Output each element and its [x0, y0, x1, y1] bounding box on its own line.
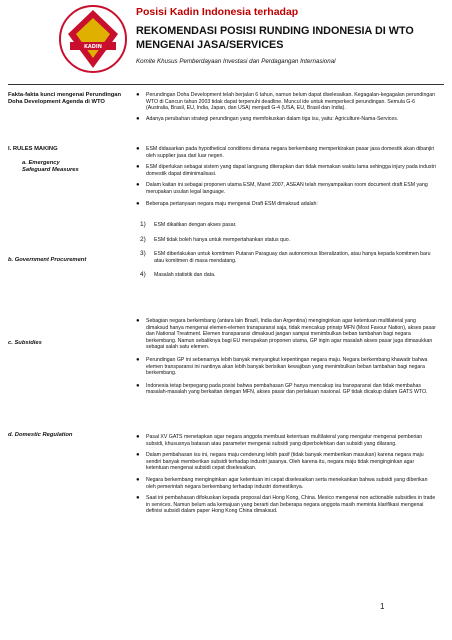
list-item: ● Saat ini pembahasan difokuskan kepada proposal dari Hong Kong, China. Mexico mengenai non actionable subsidies in trade in services. Namun belum ada kemajuan yang berarti dan beberapa negara anggota masih meminta klarifikasi mengenai definisi subsidi dalam paper Hong Kong China dimaksud. — [136, 495, 436, 515]
subtitle: Komite Khusus Pemberdayaan Investasi dan Perdagangan Internasional — [136, 58, 336, 65]
list-item: 4) Masalah statistik dan data. — [140, 271, 216, 279]
kadin-logo — [58, 4, 128, 74]
bullet-icon: ● — [136, 92, 140, 98]
page-number: 1 — [380, 602, 385, 611]
esm-list — [136, 146, 436, 212]
bullet-icon: ● — [136, 318, 140, 324]
questions-list — [140, 222, 440, 279]
list-item: ● Perundingan Doha Development telah berjalan 6 tahun, namun belum dapat diselesaikan. Kegagalan-kegagalan perundingan WTO di Cancun tahun 2003 tidak dapat terpenuhi deadline. Muncul ide untuk memperkecil perundingan. Semula G-6 (Australia, Brasil, EU, India, Japan, dan USA) menjadi G-4 (USA, EU, Brasil dan India). — [136, 92, 435, 112]
bullet-icon: ● — [136, 452, 140, 459]
rules-c-label: c. Subsidies — [8, 340, 42, 346]
list-item: ● Beberapa pertanyaan negara maju mengenai Draft ESM dimaksud adalah: — [136, 200, 318, 207]
bullet-icon: ● — [136, 476, 140, 483]
bullet-icon: ● — [136, 146, 140, 152]
subsidies-list — [136, 318, 436, 396]
list-item: ● Dalam kaitan ini sebagai proponen utama ESM, Maret 2007, ASEAN telah menyampaikan room document draft ESM yang merupakan usulan legal language. — [136, 182, 428, 195]
title-line-1: Posisi Kadin Indonesia terhadap — [136, 6, 299, 18]
list-item: ● ESM diperlukan sebagai sistem yang dapat langsung diterapkan dan tidak memakan waktu lama sehingga injury pada industri domestik dapat diminimalisasi. — [136, 164, 436, 177]
bullet-icon: ● — [136, 164, 140, 171]
rules-label: I. RULES MAKING — [8, 146, 58, 152]
list-item: 1) ESM dikaitkan dengan akses pasar. — [140, 221, 237, 228]
logo-text: KADIN — [84, 44, 102, 50]
list-item: 3) ESM diberlakukan untuk komitmen Putaran Paraguay dan autonomous liberalization, atau hanya kepada komitmen baru atau komitmen di masa mendatang. — [140, 250, 431, 264]
bullet-icon: ● — [136, 200, 140, 207]
list-item: ● Indonesia tetap berpegang pada posisi bahwa pembahasan GP hanya mencakup isu transparansi dan tidak membahas masalah-masalah yang berkaitan dengan MFN, akses pasar dan perlakuan nasional. GP tidak dicakup dalam GATS WTO. — [136, 382, 428, 396]
header-rule — [8, 84, 444, 85]
list-item: ● Negara berkembang menginginkan agar ketentuan ini cepat diselesaikan serta menekankan bahwa subsidi yang diberikan oleh pemerintah negara berkembang terhadap industri domestiknya. — [136, 476, 428, 490]
list-item: ● Dalam pembahasan isu ini, negara maju cenderung lebih pasif (tidak banyak memberikan masukan) karena negara maju sendiri banyak memberikan subsidi terhadap industri jasanya. Oleh karena itu, negara maju tidak menginginkan agar ketentuan mengenai subsidi cepat diselesaikan. — [136, 452, 424, 472]
bullet-icon: ● — [136, 382, 140, 389]
list-item: ● Pasal XV GATS menetapkan agar negara anggota membuat ketentuan multilateral yang mengatur mengenai pemberian subsidi, khususnya batasan atau parameter mengenai subsidi yang diperbolehkan dan subsidi yang dilarang. — [136, 434, 423, 447]
facts-label: Fakta-fakta kunci mengenai Perundingan Doha Development Agenda di WTO — [8, 92, 122, 105]
document-header — [136, 6, 436, 65]
facts-list — [136, 92, 436, 122]
bullet-icon: ● — [136, 115, 140, 122]
bullet-icon: ● — [136, 434, 140, 440]
domestic-list — [136, 434, 436, 515]
rules-a-label: a. Emergency Safeguard Measures — [22, 160, 79, 173]
list-item: ● Perundingan GP ini sebenarnya lebih banyak menyangkut kepentingan negara maju. Negara berkembang khawatir bahwa elemen transparansi ini nantinya akan lebih banyak berisikan kewajiban yang menimbulkan beban tambahan bagi negara berkembang. — [136, 356, 428, 377]
list-item: ● Adanya perubahan strategi perundingan yang memfokuskan dalam tiga isu, yaitu: Agriculture-Nama-Services. — [136, 115, 399, 122]
bullet-icon: ● — [136, 356, 140, 363]
rules-b-label: b. Government Procurement — [8, 257, 87, 263]
bullet-icon: ● — [136, 182, 140, 189]
list-item: 2) ESM tidak boleh hanya untuk mempertahankan status quo. — [140, 235, 291, 243]
list-item: ● ESM didasarkan pada hypothetical conditions dimana negara berkembang memperkirakan pasar jasa domestik akan dibanjiri oleh supplier jasa dari luar negeri. — [136, 146, 435, 159]
bullet-icon: ● — [136, 495, 140, 502]
title-line-2: REKOMENDASI POSISI RUNDING INDONESIA DI WTO MENGENAI JASA/SERVICES — [136, 25, 414, 51]
rules-d-label: d. Domestic Regulation — [8, 432, 73, 438]
list-item: ● Sebagian negara berkembang (antara lain Brazil, India dan Argentina) menginginkan agar ketentuan multilateral yang dimaksud hanya mengenai elemen-elemen transparansi saja, tidak mencakup prinsip MFN (Most Favour Nation), akses pasar dan National Treatment. Elemen transparansi dimaksud jangan sampai menimbulkan beban tambahan bagi negara berkembang. Namun sebaliknya bagi EU merupakan proponen utama, GP ingin agar masalah akses pasar juga dimasukkan sebagai salah satu elemen. — [136, 318, 436, 351]
